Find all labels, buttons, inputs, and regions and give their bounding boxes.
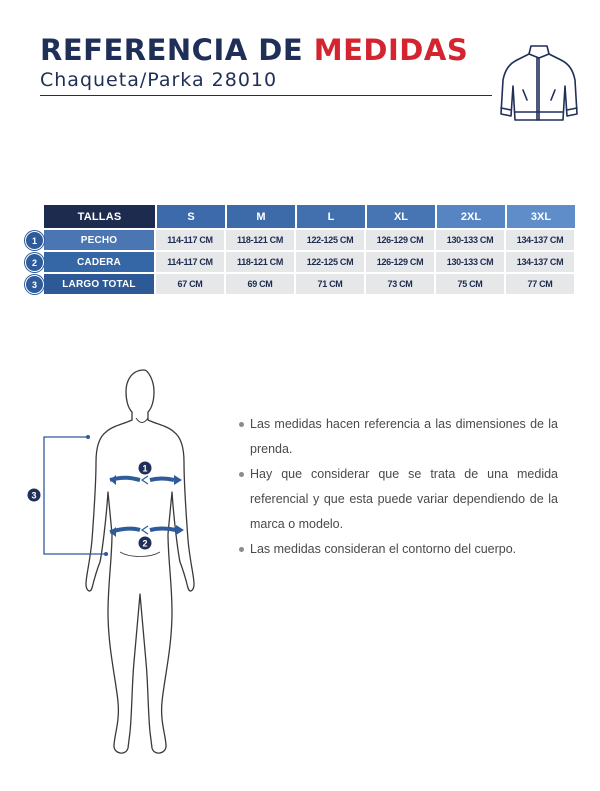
size-header: L bbox=[297, 205, 365, 228]
table-cell: 69 CM bbox=[226, 274, 294, 294]
note-item: Hay que considerar que se trata de una medida referencial y que esta puede variar dependiendo de la marca o modelo. bbox=[238, 462, 558, 537]
size-header: XL bbox=[367, 205, 435, 228]
size-header: M bbox=[227, 205, 295, 228]
title-accent: MEDIDAS bbox=[313, 33, 469, 67]
notes-list bbox=[238, 412, 558, 562]
table-cell: 77 CM bbox=[506, 274, 574, 294]
table-row bbox=[24, 230, 575, 250]
table-cell: 67 CM bbox=[156, 274, 224, 294]
size-header: 2XL bbox=[437, 205, 505, 228]
note-item: Las medidas hacen referencia a las dimensiones de la prenda. bbox=[238, 412, 558, 462]
table-cell: 114-117 CM bbox=[156, 230, 224, 250]
page-subtitle: Chaqueta/Parka 28010 bbox=[40, 69, 278, 91]
table-row bbox=[24, 274, 575, 294]
table-cell: 126-129 CM bbox=[366, 230, 434, 250]
table-cell: 134-137 CM bbox=[506, 230, 574, 250]
row-label: LARGO TOTAL bbox=[44, 274, 154, 294]
table-cell: 71 CM bbox=[296, 274, 364, 294]
row-label: PECHO bbox=[44, 230, 154, 250]
row-number-badge: 1 bbox=[25, 231, 44, 250]
table-cell: 122-125 CM bbox=[296, 230, 364, 250]
table-row bbox=[24, 252, 575, 272]
size-header: S bbox=[157, 205, 225, 228]
table-corner-label: TALLAS bbox=[44, 205, 155, 228]
row-label: CADERA bbox=[44, 252, 154, 272]
chest-marker bbox=[110, 475, 182, 485]
table-cell: 114-117 CM bbox=[156, 252, 224, 272]
table-cell: 130-133 CM bbox=[436, 230, 504, 250]
body-measurement-figure bbox=[20, 362, 240, 772]
table-cell: 134-137 CM bbox=[506, 252, 574, 272]
size-table bbox=[24, 205, 575, 296]
page-title bbox=[40, 32, 468, 68]
table-cell: 75 CM bbox=[436, 274, 504, 294]
table-cell: 130-133 CM bbox=[436, 252, 504, 272]
body-silhouette bbox=[86, 370, 194, 753]
marker-1-label: 1 bbox=[142, 463, 148, 474]
note-item: Las medidas consideran el contorno del cuerpo. bbox=[238, 537, 558, 562]
table-cell: 118-121 CM bbox=[226, 252, 294, 272]
row-number-badge: 3 bbox=[25, 275, 44, 294]
marker-3-label: 3 bbox=[31, 490, 37, 501]
row-number-badge: 2 bbox=[25, 253, 44, 272]
header bbox=[40, 32, 468, 92]
header-divider bbox=[40, 95, 492, 96]
table-cell: 122-125 CM bbox=[296, 252, 364, 272]
jacket-icon bbox=[497, 40, 581, 124]
table-cell: 126-129 CM bbox=[366, 252, 434, 272]
hip-marker bbox=[110, 525, 184, 537]
marker-2-label: 2 bbox=[142, 538, 148, 549]
title-main: REFERENCIA DE bbox=[40, 33, 314, 67]
table-cell: 73 CM bbox=[366, 274, 434, 294]
size-header: 3XL bbox=[507, 205, 575, 228]
table-cell: 118-121 CM bbox=[226, 230, 294, 250]
table-header-row bbox=[24, 205, 575, 228]
